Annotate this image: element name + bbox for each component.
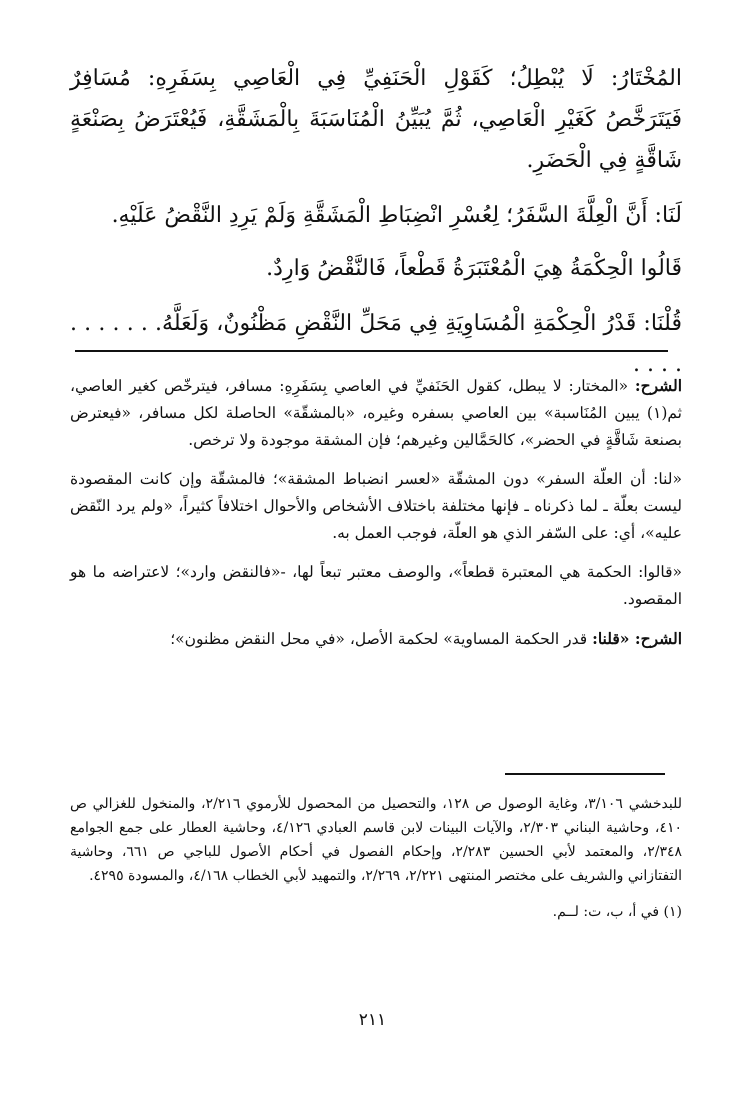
footnote-item: (١) في أ، ب، ت: لــم. [552, 904, 682, 920]
matn-paragraph: قُلْنَا: قَدْرُ الْحِكْمَةِ الْمُسَاوِيَةِ فِي مَحَلِّ النَّقْضِ مَظْنُونٌ، وَلَعَلَّهُ. . . . . . . . . . . [70, 311, 682, 377]
commentary-paragraph [70, 625, 682, 653]
commentary-paragraph [70, 559, 682, 613]
commentary-lead: «قلنا: [592, 629, 635, 648]
footnote-references: للبدخشي ٣/١٠٦، وغاية الوصول ص ١٢٨، والتحصيل من المحصول للأرموي ٢/٢١٦، والمنخول للغزالي ص ٤١٠، وحاشية البناني ٢/٣٠٣، والآيات البينات لابن قاسم العبادي ٤/١٢٦، وحاشية العطار على جمع الجوامع ٢/٣٤٨، والمعتمد لأبي الحسين ٢/٢٨٣، وإحكام الفصول في أحكام الأصول للباجي ص ٦٦١، وحاشية التفتازاني والشريف على مختصر المنتهى ٢/٢٢١، ٢/٢٦٩، والتمهيد لأبي الخطاب ٤/١٦٨، والمسودة ٤٢٩٥. [70, 796, 682, 884]
commentary-label: الشرح: [634, 376, 682, 395]
commentary-paragraph [70, 372, 682, 454]
footnote-divider [505, 773, 665, 775]
commentary-body: قدر الحكمة المساوية» لحكمة الأصل، «في محل النقض مظنون»؛ [170, 630, 593, 648]
commentary-body: «لنا: أن العلّة السفر» دون المشقّة «لعسر انضباط المشقة»؛ فالمشقّة وإن كانت المقصودة ليست بعلّة ـ لما ذكرناه ـ فإنها مختلفة باختلاف الأشخاص والأحوال اختلافاً كثيراً، «ولم يرد النّقض عليه»، أي: على السّفر الذي هو العلّة، فوجب العمل به. [70, 470, 682, 542]
footnotes [70, 792, 682, 924]
matn-paragraph: لَنَا: أَنَّ الْعِلَّةَ السَّفَرُ؛ لِعُسْرِ انْضِبَاطِ الْمَشَقَّةِ وَلَمْ يَرِدِ النَّقْضُ عَلَيْهِ. [111, 203, 682, 228]
matn-paragraph: المُخْتَارُ: لَا يُبْطِلُ؛ كَقَوْلِ الْحَنَفِيِّ فِي الْعَاصِي بِسَفَرِهِ: مُسَافِرٌ فَيَتَرَخَّصُ كَغَيْرِ الْعَاصِي، ثُمَّ يُبَيِّنُ الْمُنَاسَبَةَ بِالْمَشَقَّةِ، فَيُعْتَرَضُ بِصَنْعَةٍ شَاقَّةٍ فِي الْحَضَرِ. [70, 66, 682, 173]
commentary-paragraph [70, 466, 682, 547]
commentary-label: الشرح: [634, 629, 682, 648]
commentary-body: «المختار: لا يبطل، كقول الحَنَفيِّ في العاصي بِسَفَرِهِ: مسافر، فيترخّص كغير العاصي، ثم(١) يبين المُنَاسبة» بين العاصي بسفره وغيره، «بالمشقّة» الحاصلة لكل مسافر، «فيعترض بصنعة شَاقَّةٍ في الحضر»، كالحَمَّالين وغيرهم؛ فإن المشقة موجودة ولا ترخص. [70, 377, 682, 449]
commentary-body: «قالوا: الحكمة هي المعتبرة قطعاً»، والوصف معتبر تبعاً لها، -«فالنقض وارد»؛ لاعتراضه ما هو المقصود. [70, 563, 682, 608]
matn-text [70, 58, 682, 385]
page-number: ٢١١ [358, 1010, 387, 1030]
commentary-text [70, 372, 682, 665]
matn-paragraph: قَالُوا الْحِكْمَةُ هِيَ الْمُعْتَبَرَةُ قَطْعاً، فَالنَّقْضُ وَارِدٌ. [266, 256, 682, 281]
section-divider [75, 350, 668, 352]
